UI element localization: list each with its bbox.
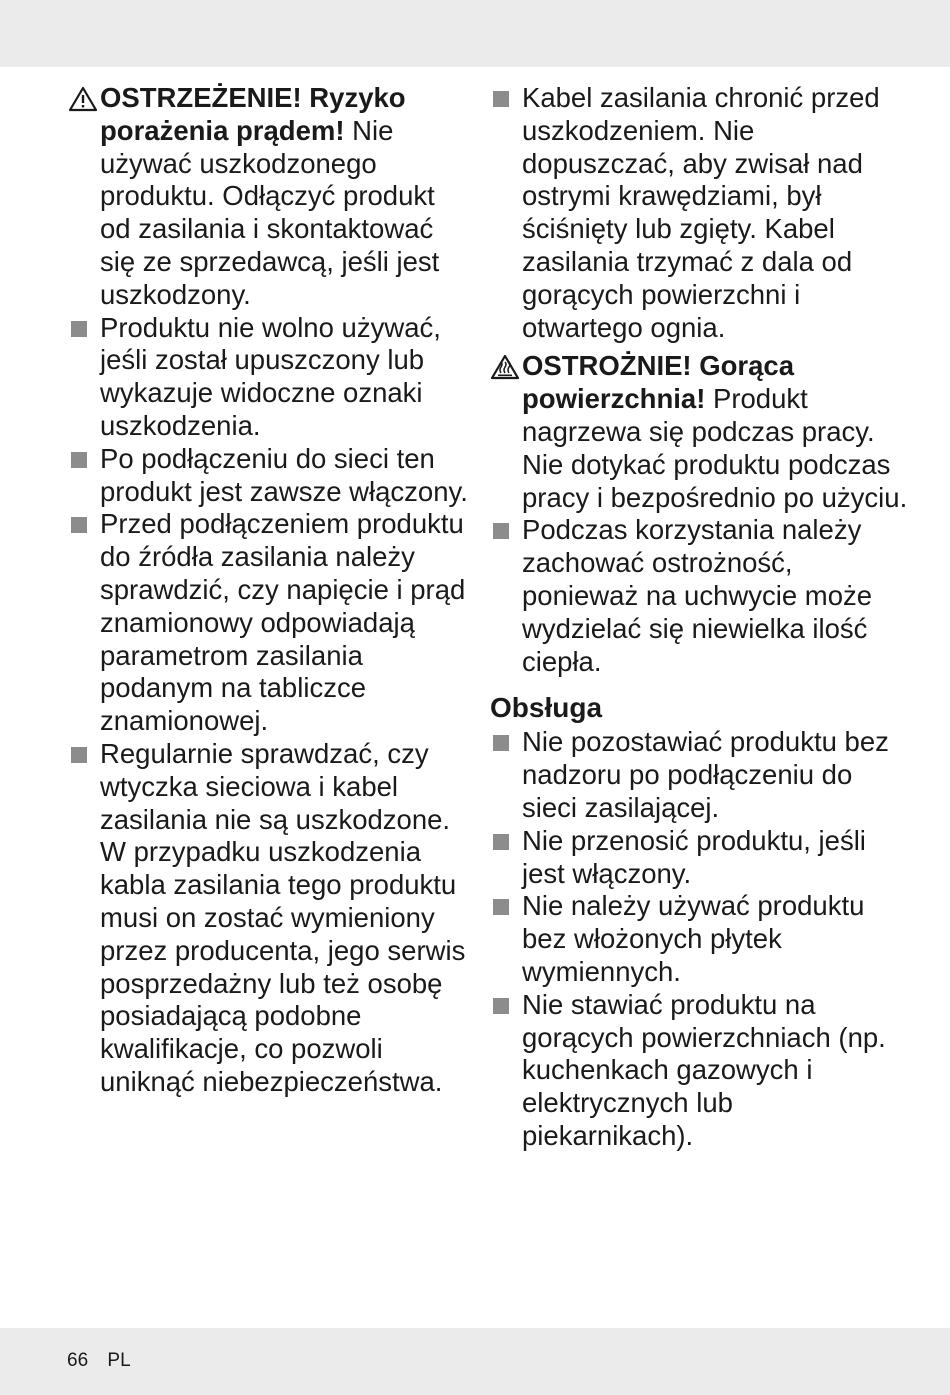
- list-item-text: Nie stawiać produktu na gorących powierzchniach (np. kuchenkach gazowych i elektrycznych lub piekarnikach).: [522, 988, 886, 1151]
- language-code: PL: [107, 1350, 131, 1371]
- top-band: [0, 0, 950, 67]
- list-item-text: Nie przenosić produktu, jeśli jest włączony.: [522, 824, 866, 889]
- square-bullet-icon: [71, 452, 87, 468]
- warning-title: OSTRZEŻENIE! Ryzyko porażenia prądem!: [100, 82, 406, 146]
- warning-triangle-icon: [68, 86, 98, 112]
- warning-electric-shock: [68, 82, 468, 312]
- square-bullet-icon: [71, 747, 87, 763]
- list-item: [68, 508, 468, 738]
- list-item: [490, 989, 910, 1153]
- square-bullet-icon: [493, 899, 509, 915]
- list-item-text: Podczas korzystania należy zachować ostrożność, ponieważ na uchwycie może wydzielać się niewielka ilość ciepła.: [522, 514, 873, 677]
- square-bullet-icon: [493, 91, 509, 107]
- hot-surface-warning-icon: [490, 354, 520, 380]
- square-bullet-icon: [493, 735, 509, 751]
- list-item-text: Regularnie sprawdzać, czy wtyczka sieciowa i kabel zasilania nie są uszkodzone. W przypadku uszkodzenia kabla zasilania tego produktu musi on zostać wymieniony przez producenta, jego serwis posprzedażny lub też osobę posiadającą podobne kwalifikacje, co pozwoli uniknąć niebezpieczeństwa.: [100, 737, 466, 1097]
- square-bullet-icon: [493, 523, 509, 539]
- list-item-text: Nie pozostawiać produktu bez nadzoru po podłączeniu do sieci zasilającej.: [522, 726, 889, 823]
- square-bullet-icon: [71, 517, 87, 533]
- list-item: [490, 514, 910, 678]
- section-heading: Obsługa: [490, 692, 603, 724]
- list-item: [490, 726, 910, 824]
- warning-text: Nie używać uszkodzonego produktu. Odłączyć produkt od zasilania i skontaktować się ze sprzedawcą, jeśli jest uszkodzony.: [100, 114, 440, 310]
- square-bullet-icon: [71, 321, 87, 337]
- warning-text: Produkt nagrzewa się podczas pracy. Nie dotykać produktu podczas pracy i bezpośrednio po użyciu.: [522, 383, 908, 513]
- list-item-text: Po podłączeniu do sieci ten produkt jest zawsze włączony.: [100, 442, 468, 507]
- list-item: [68, 312, 468, 443]
- page-footer: [67, 1350, 145, 1372]
- right-column: [490, 82, 910, 1153]
- list-item-text: Produktu nie wolno używać, jeśli został upuszczony lub wykazuje widoczne oznaki uszkodzenia.: [100, 311, 441, 441]
- list-item: [490, 82, 910, 344]
- list-item: [490, 890, 910, 988]
- warning-title: OSTROŻNIE! Gorąca powierzchnia!: [522, 350, 794, 415]
- list-item-text: Przed podłączeniem produktu do źródła zasilania należy sprawdzić, czy napięcie i prąd znamionowy odpowiadają parametrom zasilania podanym na tabliczce znamionowej.: [100, 508, 466, 737]
- list-item-text: Kabel zasilania chronić przed uszkodzeniem. Nie dopuszczać, aby zwisał nad ostrymi krawędziami, był ściśnięty lub zgięty. Kabel zasilania trzymać z dala od gorących powierzchni i otwartego ognia.: [522, 82, 880, 343]
- left-column: [68, 82, 468, 1099]
- list-item-text: Nie należy używać produktu bez włożonych płytek wymiennych.: [522, 890, 865, 987]
- list-item: [68, 443, 468, 509]
- square-bullet-icon: [493, 834, 509, 850]
- list-item: [68, 738, 468, 1099]
- square-bullet-icon: [493, 998, 509, 1014]
- list-item: [490, 825, 910, 891]
- page-number: 66: [67, 1350, 89, 1371]
- warning-hot-surface: [490, 350, 910, 514]
